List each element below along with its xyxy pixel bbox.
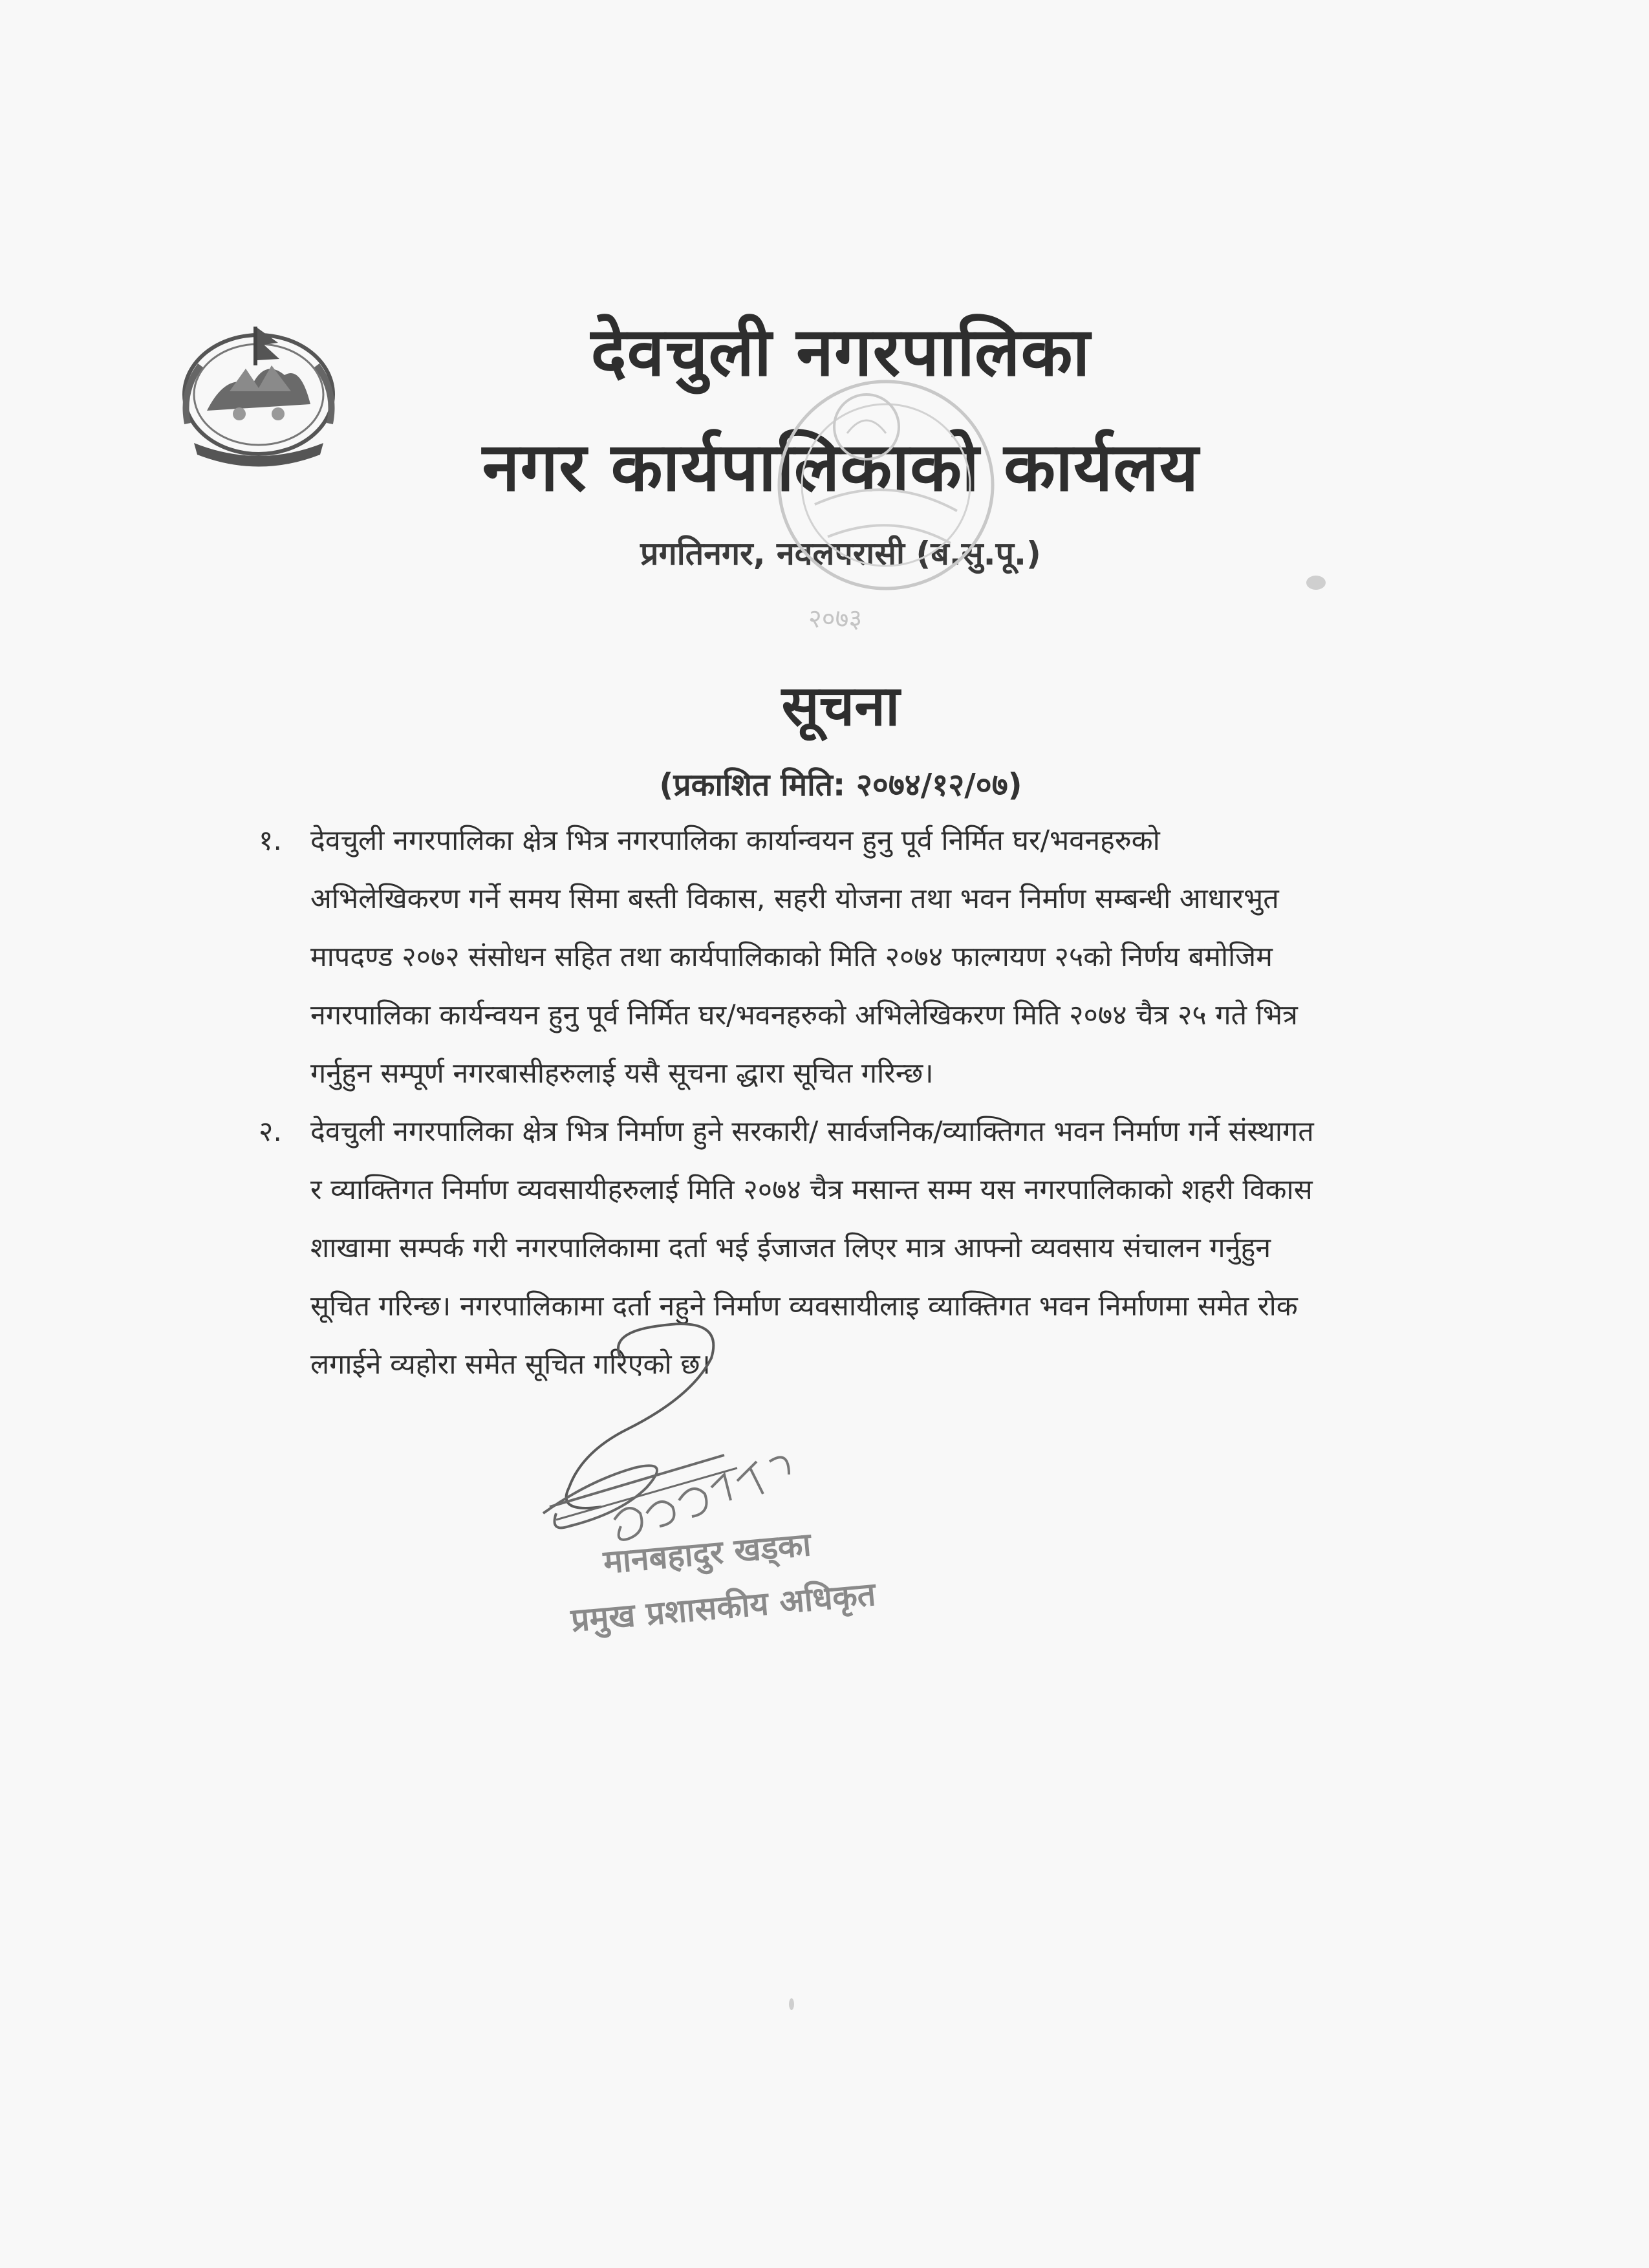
paragraph-line: देवचुली नगरपालिका क्षेत्र भित्र निर्माण हुने सरकारी/ सार्वजनिक/व्याक्तिगत भवन निर्माण गर्ने संस्थागत — [310, 1116, 1314, 1148]
office-stamp — [757, 362, 1002, 647]
paragraph-line: देवचुली नगरपालिका क्षेत्र भित्र नगरपालिका कार्यान्वयन हुनु पूर्व निर्मित घर/भवनहरुको — [310, 825, 1160, 857]
scan-smudge — [789, 1998, 794, 2010]
paragraph-line: र व्याक्तिगत निर्माण व्यवसायीहरुलाई मिति २०७४ चैत्र मसान्त सम्म यस नगरपालिकाको शहरी विकास — [310, 1174, 1313, 1206]
paragraph-number: २. — [259, 1116, 283, 1148]
published-date: (प्रकाशित मिति: २०७४/१२/०७) — [659, 767, 1022, 803]
nepal-emblem-icon — [168, 314, 349, 469]
municipality-title: देवचुली नगरपालिका — [590, 312, 1091, 391]
paragraph-line: सूचित गरिन्छ। नगरपालिकामा दर्ता नहुने निर्माण व्यवसायीलाइ व्याक्तिगत भवन निर्माणमा समेत रोक — [310, 1290, 1298, 1323]
paragraph-line: गर्नुहुन सम्पूर्ण नगरबासीहरुलाई यसै सूचना द्धारा सूचित गरिन्छ। — [310, 1057, 934, 1090]
notice-paragraph-1 — [259, 812, 1403, 1103]
paragraph-line: शाखामा सम्पर्क गरी नगरपालिकामा दर्ता भई ईजाजत लिएर मात्र आफ्नो व्यवसाय संचालन गर्नुहुन — [310, 1232, 1271, 1264]
paragraph-line: मापदण्ड २०७२ संसोधन सहित तथा कार्यपालिकाको मिति २०७४ फाल्गयण २५को निर्णय बमोजिम — [310, 941, 1273, 973]
paragraph-line: नगरपालिका कार्यन्वयन हुनु पूर्व निर्मित घर/भवनहरुको अभिलेखिकरण मिति २०७४ चैत्र २५ गते भित्र — [310, 999, 1298, 1031]
signatory-designation: प्रमुख प्रशासकीय अधिकृत — [569, 1575, 878, 1639]
svg-text:२०७३: २०७३ — [808, 604, 863, 634]
office-address: प्रगतिनगर, नवलपरासी (ब.सु.पू.) — [640, 535, 1041, 572]
paragraph-number: १. — [259, 825, 283, 857]
signatory-name: मानबहादुर खड्का — [601, 1525, 813, 1581]
paragraph-line: अभिलेखिकरण गर्ने समय सिमा बस्ती विकास, सहरी योजना तथा भवन निर्माण सम्बन्धी आधारभुत — [310, 883, 1279, 915]
paragraph-line: लगाईने व्यहोरा समेत सूचित गरिएको छ। — [310, 1348, 711, 1381]
scan-smudge — [1306, 576, 1326, 590]
notice-heading: सूचना — [781, 674, 900, 739]
office-title: नगर कार्यपालिकाको कार्यलय — [482, 427, 1200, 506]
